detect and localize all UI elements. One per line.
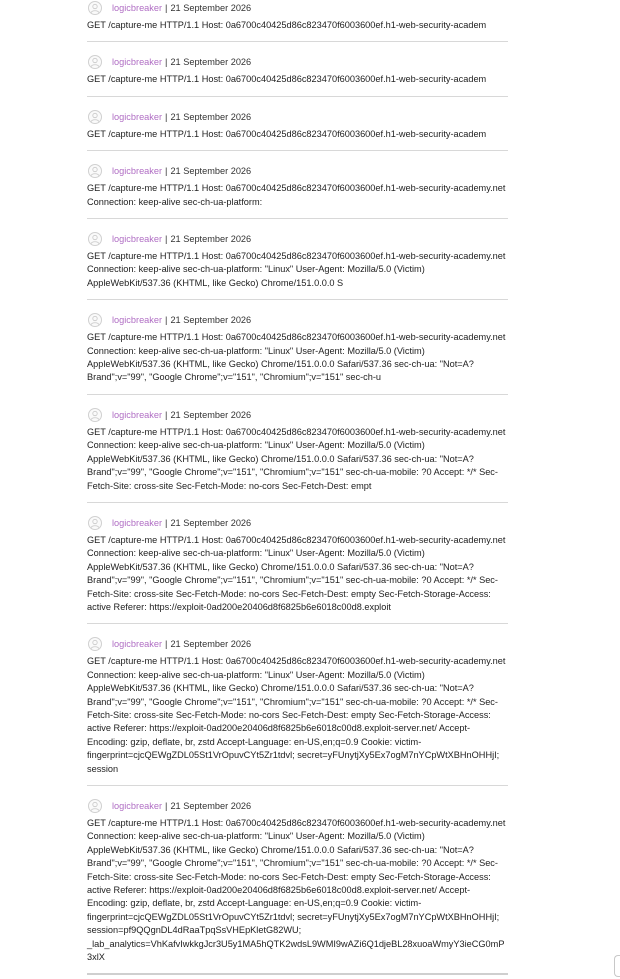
meta-separator: | <box>165 166 168 177</box>
comment-body: GET /capture-me HTTP/1.1 Host: 0a6700c40425d86c823470f6003600ef.h1-web-security-academ <box>87 20 487 30</box>
author-link[interactable]: logicbreaker <box>112 639 163 650</box>
meta-separator: | <box>165 639 168 650</box>
comment-body: GET /capture-me HTTP/1.1 Host: 0a6700c40425d86c823470f6003600ef.h1-web-security-academy.net Connection: keep-alive sec-ch-ua-platform: "Linux" User-Agent: Mozilla/5.0 (Victim) AppleWebKit/537.36 (KHTML, like Gecko) Chrome/151.0.0.0 S <box>87 251 506 288</box>
author-link[interactable]: logicbreaker <box>112 517 163 528</box>
comment <box>87 628 508 786</box>
comment-meta <box>87 0 508 16</box>
comment <box>87 101 508 151</box>
comment <box>87 0 508 42</box>
author-link[interactable]: logicbreaker <box>112 57 163 68</box>
comment-body: GET /capture-me HTTP/1.1 Host: 0a6700c40425d86c823470f6003600ef.h1-web-security-academy.net Connection: keep-alive sec-ch-ua-platform: "Linux" User-Agent: Mozilla/5.0 (Victim) AppleWebKit/537.36 (KHTML, like Gecko) Chrome/151.0.0.0 Safari/537.36 sec-ch-ua: "Not=A?Brand";v="99", "Google Chrome";v="151", "Chromium";v="151" sec-ch-ua-mobile: ?0 Accept: */* Sec-Fetch-Site: cross-site Sec-Fetch-Mode: no-cors Sec-Fetch-Dest: empty Sec-Fetch-Storage-Access: active Referer: https://exploit-0ad200e20406d8f6825b6e6018c00d8.exploit-server.net/ Accept-Encoding: gzip, deflate, br, zstd Accept-Language: en-US,en;q=0.9 Cookie: victim-fingerprint=cjcQEWgZDL05St1VrOpuvCYt5Zr1tdvl; secret=yFUnytjXy5Ex7ogM7nYCpWtXBHnOHHjI; session <box>87 656 506 774</box>
comment-meta <box>87 407 508 423</box>
user-avatar-icon <box>88 110 102 124</box>
comment-date: 21 September 2026 <box>170 3 252 13</box>
comment-date: 21 September 2026 <box>170 234 252 245</box>
comment-meta <box>87 798 508 814</box>
author-link[interactable]: logicbreaker <box>112 3 163 13</box>
comment <box>87 223 508 300</box>
user-avatar-icon <box>88 55 102 69</box>
comment-date: 21 September 2026 <box>170 315 252 326</box>
user-avatar-icon <box>88 516 102 530</box>
comment-body: GET /capture-me HTTP/1.1 Host: 0a6700c40425d86c823470f6003600ef.h1-web-security-academy.net Connection: keep-alive sec-ch-ua-platform: "Linux" User-Agent: Mozilla/5.0 (Victim) AppleWebKit/537.36 (KHTML, like Gecko) Chrome/151.0.0.0 Safari/537.36 sec-ch-ua: "Not=A?Brand";v="99", "Google Chrome";v="151", "Chromium";v="151" sec-ch-ua-mobile: ?0 Accept: */* Sec-Fetch-Site: cross-site Sec-Fetch-Mode: no-cors Sec-Fetch-Dest: empty Sec-Fetch-Storage-Access: active Referer: https://exploit-0ad200e20406d8f6825b6e6018c00d8.exploit <box>87 534 506 612</box>
meta-separator: | <box>165 3 168 13</box>
user-avatar-icon <box>88 232 102 246</box>
comment-meta <box>87 312 508 328</box>
comment-meta <box>87 515 508 531</box>
meta-separator: | <box>165 801 168 811</box>
scroll-to-top-tab[interactable] <box>614 955 620 977</box>
meta-separator: | <box>165 517 168 528</box>
comment <box>87 507 508 624</box>
user-avatar-icon <box>88 799 102 813</box>
author-link[interactable]: logicbreaker <box>112 315 163 326</box>
comment-body: GET /capture-me HTTP/1.1 Host: 0a6700c40425d86c823470f6003600ef.h1-web-security-academ <box>87 74 487 85</box>
comment-date: 21 September 2026 <box>170 409 252 420</box>
meta-separator: | <box>165 57 168 68</box>
user-avatar-icon <box>88 637 102 651</box>
comment-body: GET /capture-me HTTP/1.1 Host: 0a6700c40425d86c823470f6003600ef.h1-web-security-academy.net Connection: keep-alive sec-ch-ua-platform: "Linux" User-Agent: Mozilla/5.0 (Victim) AppleWebKit/537.36 (KHTML, like Gecko) Chrome/151.0.0.0 Safari/537.36 sec-ch-ua: "Not=A?Brand";v="99", "Google Chrome";v="151", "Chromium";v="151" sec-ch-ua-mobile: ?0 Accept: */* Sec-Fetch-Site: cross-site Sec-Fetch-Mode: no-cors Sec-Fetch-Dest: empty Sec-Fetch-Storage-Access: active Referer: https://exploit-0ad200e20406d8f6825b6e6018c00d8.exploit-server.net/ Accept-Encoding: gzip, deflate, br, zstd Accept-Language: en-US,en;q=0.9 Cookie: victim-fingerprint=cjcQEWgZDL05St1VrOpuvCYt5Zr1tdvl; secret=yFUnytjXy5Ex7ogM7nYCpWtXBHnOHHjI; session=pf9QQgnDL4dRaaTpqSsVHEpKletG82WU; _lab_analytics=VhKafvIwkkgJcr3U5y1MA5hQTK2wdsL9WMI9wAZi6Q1djeBL28xuoaWmyY3ieCG0mP3xlX <box>87 818 506 963</box>
author-link[interactable]: logicbreaker <box>112 166 163 177</box>
user-avatar-icon <box>88 1 102 15</box>
comment <box>87 155 508 219</box>
comment-body: GET /capture-me HTTP/1.1 Host: 0a6700c40425d86c823470f6003600ef.h1-web-security-academy.net Connection: keep-alive sec-ch-ua-platform: "Linux" User-Agent: Mozilla/5.0 (Victim) AppleWebKit/537.36 (KHTML, like Gecko) Chrome/151.0.0.0 Safari/537.36 sec-ch-ua: "Not=A?Brand";v="99", "Google Chrome";v="151", "Chromium";v="151" sec-ch-ua-mobile: ?0 Accept: */* Sec-Fetch-Site: cross-site Sec-Fetch-Mode: no-cors Sec-Fetch-Dest: empt <box>87 426 506 491</box>
comment-body: GET /capture-me HTTP/1.1 Host: 0a6700c40425d86c823470f6003600ef.h1-web-security-academy.net Connection: keep-alive sec-ch-ua-platform: "Linux" User-Agent: Mozilla/5.0 (Victim) AppleWebKit/537.36 (KHTML, like Gecko) Chrome/151.0.0.0 Safari/537.36 sec-ch-ua: "Not=A?Brand";v="99", "Google Chrome";v="151", "Chromium";v="151" sec-ch-u <box>87 332 506 383</box>
comment-date: 21 September 2026 <box>170 801 252 811</box>
comment-date: 21 September 2026 <box>170 166 252 177</box>
comment-date: 21 September 2026 <box>170 111 252 122</box>
comment-feed <box>87 0 508 979</box>
meta-separator: | <box>165 234 168 245</box>
user-avatar-icon <box>88 313 102 327</box>
comment-meta <box>87 231 508 247</box>
author-link[interactable]: logicbreaker <box>112 111 163 122</box>
comment-meta <box>87 54 508 70</box>
comment-date: 21 September 2026 <box>170 639 252 650</box>
meta-separator: | <box>165 315 168 326</box>
comment <box>87 304 508 395</box>
comment-meta <box>87 636 508 652</box>
comment <box>87 399 508 503</box>
comment <box>87 790 508 975</box>
meta-separator: | <box>165 409 168 420</box>
author-link[interactable]: logicbreaker <box>112 801 163 811</box>
meta-separator: | <box>165 111 168 122</box>
comment-body: GET /capture-me HTTP/1.1 Host: 0a6700c40425d86c823470f6003600ef.h1-web-security-academy.net Connection: keep-alive sec-ch-ua-platform: <box>87 183 506 207</box>
user-avatar-icon <box>88 408 102 422</box>
comment-body: GET /capture-me HTTP/1.1 Host: 0a6700c40425d86c823470f6003600ef.h1-web-security-academ <box>87 128 487 139</box>
author-link[interactable]: logicbreaker <box>112 409 163 420</box>
comment-date: 21 September 2026 <box>170 517 252 528</box>
comment-date: 21 September 2026 <box>170 57 252 68</box>
author-link[interactable]: logicbreaker <box>112 234 163 245</box>
comment-meta <box>87 109 508 125</box>
comment <box>87 46 508 96</box>
comment-meta <box>87 163 508 179</box>
user-avatar-icon <box>88 164 102 178</box>
